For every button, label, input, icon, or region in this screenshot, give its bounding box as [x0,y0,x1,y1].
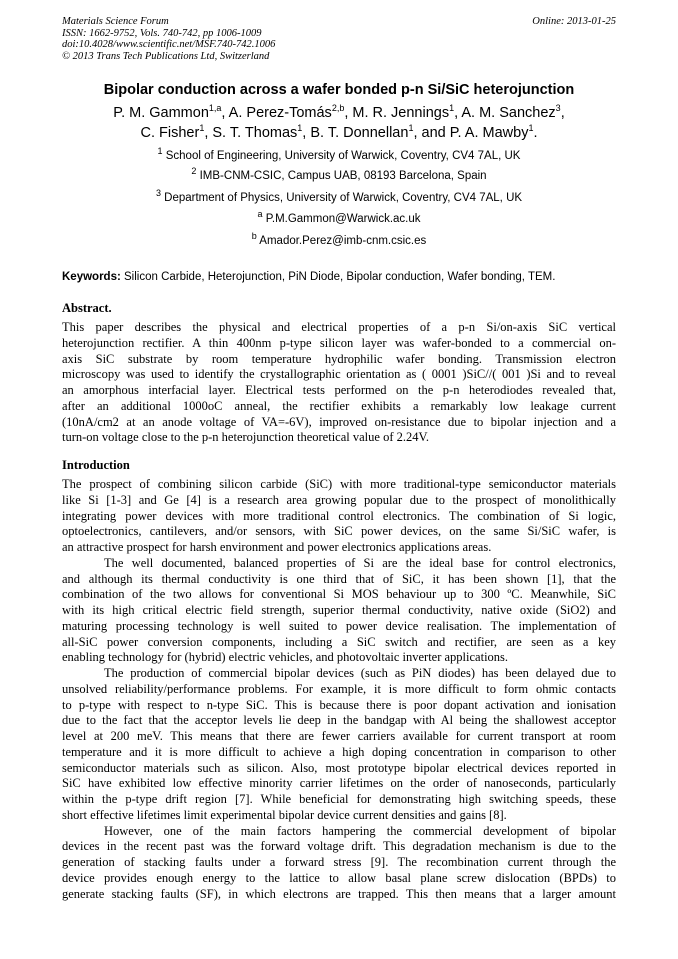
author-name: , S. T. Thomas [204,125,298,141]
author-line-2 [40,123,638,143]
text-line: heterojunction rectifier. A thin 400nm p-type silicon layer was wafer-bonded to a commercial on- [62,335,616,350]
author-sup: 2,b [331,103,345,114]
author-name: , A. Perez-Tomás [221,105,332,121]
email-2 [40,231,638,247]
paper-title: Bipolar conduction across a wafer bonded p-n Si/SiC heterojunction [103,82,575,98]
author-sup: 1 [408,123,414,134]
text-line: maturing processing technology is well suited to power device realisation. The implementation of [62,618,616,633]
text-line: and although its thermal conductivity is one third that of SiC, it has been shown [1], that the [62,571,616,586]
author-sup: 3 [555,103,561,114]
author-name: , B. T. Donnellan [302,125,409,141]
text-line: unsolved reliability/performance problems. For example, it is more difficult to form ohmic contacts [62,681,616,696]
author-separator: , [560,105,565,121]
text-line: an attractive prospect for harsh environment and power electronics applications areas. [62,540,492,554]
author-name: C. Fisher [140,125,200,141]
copyright-line: © 2013 Trans Tech Publications Ltd, Switzerland [62,50,270,62]
author-name: , and P. A. Mawby [413,125,529,141]
text-line: all-SiC power conversion components, including a SiC switch and rectifier, are seen as a key [62,634,616,649]
issn-line: ISSN: 1662-9752, Vols. 740-742, pp 1006-1009 [62,27,262,39]
author-sup: 1,a [208,103,222,114]
text-line: semiconductor materials such as silicon. Also, most prototype bipolar electrical devices reported in [62,760,616,775]
affiliation-sup: 1 [157,146,163,157]
email-text: P.M.Gammon@Warwick.ac.uk [265,213,421,225]
text-line: This paper describes the physical and electrical properties of a p-n Si/on-axis SiC vertical [62,320,616,334]
author-line-1 [40,103,638,123]
text-line: generate stacking faults (SF), in which electrons are trapped. This then means that a larger amount [62,886,616,901]
journal-name: Materials Science Forum [62,16,169,27]
text-line: turn-on voltage close to the p-n heterojunction theoretical value of 2.24V. [62,430,430,445]
author-name: P. M. Gammon [113,105,209,121]
text-line: within the p-type drift region [7]. While beneficial for demonstrating high switching speeds, these [62,792,616,806]
keywords-label: Keywords: [62,271,121,283]
abstract-body [62,320,616,446]
text-line: level at 200 meV. This means that there are fewer carriers available for current transport at room [62,729,616,743]
text-line: like Si [1-3] and Ge [4] is a research area growing popular due to the prospect of monolithically [62,492,616,507]
keywords-text: Silicon Carbide, Heterojunction, PiN Diode, Bipolar conduction, Wafer bonding, TEM. [120,271,556,283]
author-sup: 1 [528,123,534,134]
affiliation-3 [40,188,638,204]
author-sup: 1 [199,123,205,134]
email-text: Amador.Perez@imb-cnm.csic.es [259,235,427,247]
text-line: to p-type with respect to n-type SiC. This is because there is poor dopant activation and ionisation [62,697,616,712]
author-name: , A. M. Sanchez [454,105,556,121]
text-line: with its high critical electric field strength, superior thermal conductivity, native oxide (SiO2) and [62,603,616,617]
author-list [40,103,638,143]
email-1 [40,209,638,225]
affiliation-sup: 3 [155,188,161,199]
author-sup: 1 [449,103,455,114]
text-line: an amorphous interfacial layer. Electrical tests performed on the p-n heterodiodes revealed that, [62,383,616,397]
text-line: devices in the recent past was the forward voltage drift. This degradation mechanism is due to the [62,839,616,854]
text-line: enabling technology for (hybrid) electric vehicles, and photovoltaic inverter applications. [62,650,509,665]
text-line: However, one of the main factors hampering the commercial development of bipolar [104,823,616,838]
journal-header [62,16,616,62]
text-line: short effective lifetimes limit experimental bipolar device current densities and gains [8]. [62,807,507,822]
author-sup: 1 [297,123,303,134]
text-line: The prospect of combining silicon carbide (SiC) with more traditional-type semiconductor materials [62,477,616,491]
affiliation-sup: 2 [191,166,197,177]
doi-line: doi:10.4028/www.scientific.net/MSF.740-742.1006 [62,39,276,50]
introduction-heading: Introduction [62,458,130,472]
text-line: microscopy was used to identify the crystallographic orientation as ( 0001 )SiC//( 001 )Si and to reveal [62,367,616,382]
text-line: (10nA/cm2 at an anode voltage of VA=-6V), improved on-resistance due to bipolar injection and a [62,414,616,429]
author-terminator: . [533,125,538,141]
text-line: after an additional 1000oC anneal, the rectifier exhibits a remarkably low leakage current [62,398,616,413]
text-line: SiC have exhibited low effective minority carrier lifetimes on the order of nanoseconds, particularly [62,776,616,791]
text-line: integrating power devices with more traditional control electronics. The combination of Si logic, [62,508,616,523]
affiliation-2 [40,166,638,182]
affiliation-sup: a [257,209,263,220]
text-line: temperature and it is more difficult to achieve a high doping concentration in comparison to other [62,744,616,759]
text-line: device provides enough energy to the lattice to allow basal plane screw dislocation (BPDs) to [62,870,616,885]
affiliation-text: IMB-CNM-CSIC, Campus UAB, 08193 Barcelona, Spain [199,170,487,182]
author-name: , M. R. Jennings [344,105,450,121]
abstract-heading: Abstract. [62,301,112,315]
online-date: Online: 2013-01-25 [532,16,616,27]
text-line: optoelectronics, cantilevers, and/or sensors, with SiC power devices, on the same Si/SiC wafer, is [62,524,616,539]
text-line: generation of stacking faults under a forward stress [9]. The recombination current through the [62,855,616,869]
text-line: The well documented, balanced properties of Si are the ideal base for control electronics, [104,555,616,570]
affiliation-sup: b [251,231,257,242]
affiliation-text: Department of Physics, University of Warwick, Coventry, CV4 7AL, UK [164,192,523,204]
keywords [62,271,622,283]
text-line: due to the fact that the acceptor levels lie deep in the bandgap with Al being the shallowest acceptor [62,713,616,728]
text-line: The production of commercial bipolar devices (such as PiN diodes) has been delayed due to [104,666,616,680]
text-line: axis SiC substrate by room temperature hydrophilic wafer bonding. Transmission electron [62,351,616,366]
affiliation-1 [40,146,638,162]
text-line: combination of the two allows for conventional Si MOS behaviour up to 300 ºC. Meanwhile, SiC [62,587,616,602]
introduction-body [62,477,616,902]
affiliation-text: School of Engineering, University of Warwick, Coventry, CV4 7AL, UK [165,150,521,162]
